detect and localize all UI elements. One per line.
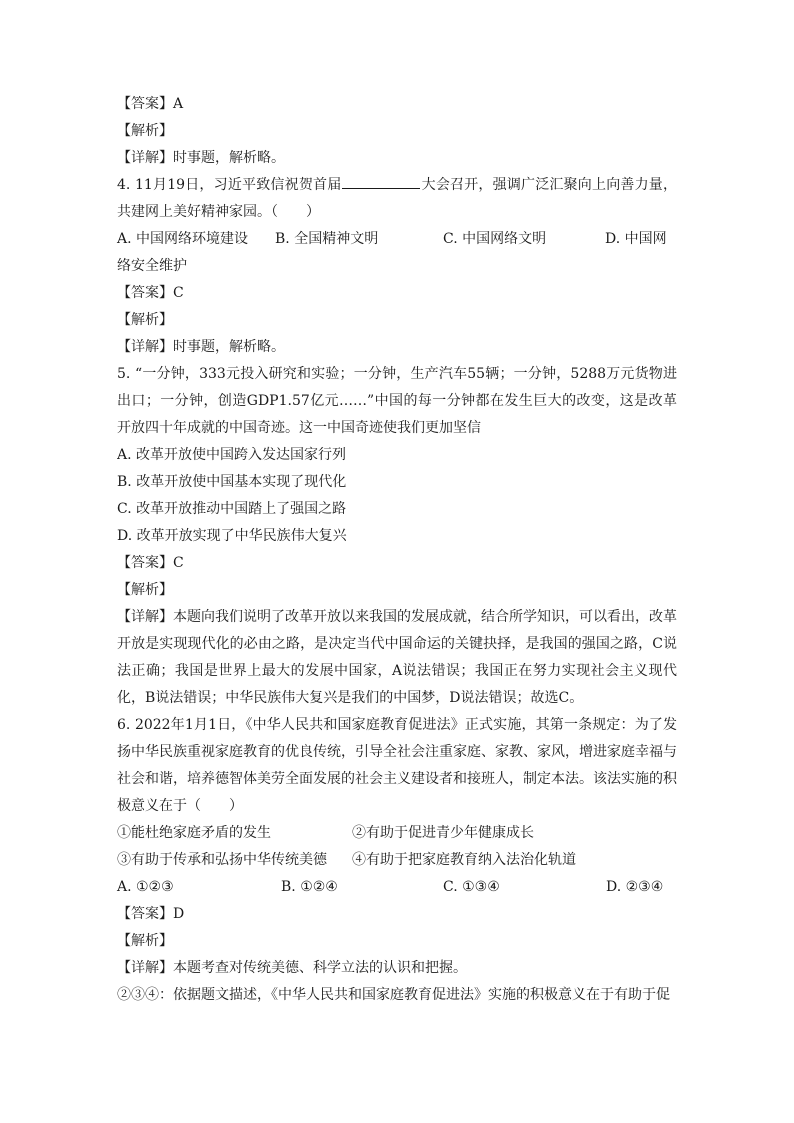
q6-item-2: ②有助于促进青少年健康成长 bbox=[352, 825, 534, 841]
q4-option-a: A. 中国网络环境建设 bbox=[117, 231, 249, 247]
q3-analysis-label: 【解析】 bbox=[117, 123, 173, 139]
q6-options bbox=[117, 874, 677, 901]
q4-option-d-continued: 络安全维护 bbox=[117, 258, 187, 274]
q6-stem: 6. 2022年1月1日，《中华人民共和国家庭教育促进法》正式实施，其第一条规定：为了发扬中华民族重视家庭教育的优良传统，引导全社会注重家庭、家教、家风，增进家庭幸福与社会和谐，培养德智体美劳全面发展的社会主义建设者和接班人，制定本法。该法实施的积极意义在于（ ） bbox=[117, 717, 677, 814]
q6-items-row-2 bbox=[117, 847, 677, 874]
q6-analysis-label: 【解析】 bbox=[117, 933, 173, 949]
q4-detail: 【详解】时事题，解析略。 bbox=[117, 339, 285, 355]
q4-stem-end: 大会召开，强调广泛汇聚向上向善力量，共建网上美好精神家园。（ ） bbox=[117, 177, 678, 220]
q5-option-c: C. 改革开放推动中国踏上了强国之路 bbox=[117, 501, 347, 517]
q6-option-a: A. ①②③ bbox=[117, 879, 174, 895]
q4-stem-start: 4. 11月19日，习近平致信祝贺首届 bbox=[117, 177, 342, 193]
q5-option-a: A. 改革开放使中国跨入发达国家行列 bbox=[117, 447, 347, 463]
q5-answer: 【答案】C bbox=[117, 555, 184, 571]
q4-stem bbox=[117, 172, 677, 226]
q5-stem: 5. “一分钟，333元投入研究和实验；一分钟，生产汽车55辆；一分钟，5288万元货物进出口；一分钟，创造GDP1.57亿元……”中国的每一分钟都在发生巨大的改变，这是改革开放四十年成就的中国奇迹。这一中国奇迹使我们更加坚信 bbox=[117, 366, 677, 436]
q6-item-1: ①能杜绝家庭矛盾的发生 bbox=[117, 825, 271, 841]
q6-item-4: ④有助于把家庭教育纳入法治化轨道 bbox=[352, 852, 576, 868]
q6-option-c: C. ①③④ bbox=[443, 879, 500, 895]
q6-item-3: ③有助于传承和弘扬中华传统美德 bbox=[117, 852, 327, 868]
q4-analysis-label: 【解析】 bbox=[117, 312, 173, 328]
document-content bbox=[117, 91, 677, 1009]
q6-option-b: B. ①②④ bbox=[281, 879, 338, 895]
q4-option-d: D. 中国网 bbox=[605, 231, 667, 247]
q3-answer: 【答案】A bbox=[117, 96, 184, 112]
answer-blank bbox=[342, 174, 420, 189]
q6-detail-continued: ②③④：依据题文描述，《中华人民共和国家庭教育促进法》实施的积极意义在于有助于促 bbox=[117, 987, 670, 1003]
q5-option-d: D. 改革开放实现了中华民族伟大复兴 bbox=[117, 528, 347, 544]
q4-option-b: B. 全国精神文明 bbox=[275, 231, 379, 247]
q5-option-b: B. 改革开放使中国基本实现了现代化 bbox=[117, 474, 347, 490]
q4-options bbox=[117, 226, 677, 253]
q5-detail: 【详解】本题向我们说明了改革开放以来我国的发展成就，结合所学知识，可以看出，改革开放是实现现代化的必由之路，是决定当代中国命运的关键抉择，是我国的强国之路，C说法正确；我国是世界上最大的发展中国家，A说法错误；我国正在努力实现社会主义现代化，B说法错误；中华民族伟大复兴是我们的中国梦，D说法错误；故选C。 bbox=[117, 609, 677, 706]
q6-items-row-1 bbox=[117, 820, 677, 847]
q4-option-c: C. 中国网络文明 bbox=[443, 231, 547, 247]
q6-option-d: D. ②③④ bbox=[606, 879, 664, 895]
q6-answer: 【答案】D bbox=[117, 906, 185, 922]
q6-detail: 【详解】本题考查对传统美德、科学立法的认识和把握。 bbox=[117, 960, 467, 976]
q5-analysis-label: 【解析】 bbox=[117, 582, 173, 598]
q4-answer: 【答案】C bbox=[117, 285, 184, 301]
q3-detail: 【详解】时事题，解析略。 bbox=[117, 150, 285, 166]
